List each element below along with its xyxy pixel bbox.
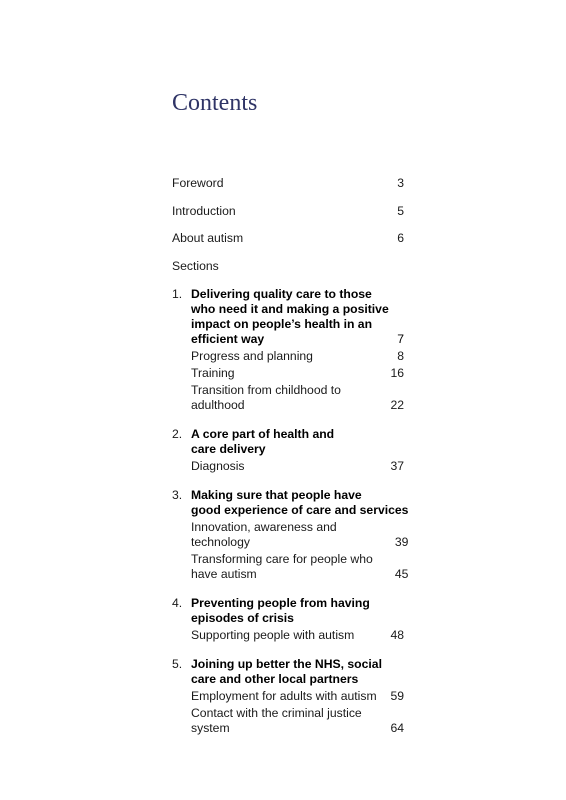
section-title-line: Delivering quality care to those xyxy=(191,286,372,301)
toc-subentry[interactable] xyxy=(191,349,404,364)
subentry-line: Transforming care for people who xyxy=(191,551,373,566)
toc-entry-page: 5 xyxy=(397,203,404,218)
section-title-line: who need it and making a positive xyxy=(191,301,389,316)
section-number: 2. xyxy=(172,426,183,441)
subentry-label: Progress and planning xyxy=(191,348,313,363)
section-number: 3. xyxy=(172,487,183,502)
subentry-page: 8 xyxy=(397,348,404,363)
section-title-line: Joining up better the NHS, social xyxy=(191,656,382,671)
subentry-label: Supporting people with autism xyxy=(191,627,355,642)
subentry-label: Employment for adults with autism xyxy=(191,688,377,703)
section-title[interactable] xyxy=(191,657,404,687)
toc-subentry[interactable] xyxy=(191,689,404,704)
subentry-line: Innovation, awareness and xyxy=(191,519,337,534)
section-title-line: impact on people’s health in an xyxy=(191,316,373,331)
section-number: 1. xyxy=(172,286,183,301)
toc-subentry[interactable] xyxy=(191,383,404,413)
section-title-line: Making sure that people have xyxy=(191,487,362,502)
toc-entry-page: 6 xyxy=(397,231,404,245)
toc-subentry[interactable] xyxy=(191,706,404,736)
sections-heading: Sections xyxy=(172,258,219,273)
toc-subentry[interactable] xyxy=(191,366,404,381)
subentry-page: 16 xyxy=(390,365,404,380)
subentry-label: Diagnosis xyxy=(191,458,245,473)
section-title-line: Preventing people from having xyxy=(191,595,370,610)
toc-subentry[interactable] xyxy=(191,459,404,474)
section-page: 7 xyxy=(397,331,404,346)
section-title-line: episodes of crisis xyxy=(191,610,294,625)
subentry-label xyxy=(191,383,384,413)
page-title: Contents xyxy=(172,90,258,116)
section-title[interactable] xyxy=(191,287,404,347)
section-title[interactable] xyxy=(191,596,404,626)
subentry-page: 48 xyxy=(390,627,404,642)
subentry-page: 37 xyxy=(390,458,404,473)
section-title-line: efficient way xyxy=(191,331,265,346)
subentry-line: Transition from childhood to xyxy=(191,382,341,397)
table-of-contents xyxy=(172,176,409,750)
subentry-page: 64 xyxy=(390,720,404,735)
subentry-page: 22 xyxy=(390,397,404,412)
section-number: 5. xyxy=(172,656,183,671)
toc-subentry[interactable] xyxy=(191,628,404,643)
section-title-line: A core part of health and xyxy=(191,426,335,441)
subentry-page: 45 xyxy=(394,566,409,581)
toc-section-3 xyxy=(172,487,409,584)
section-title-line: care delivery xyxy=(191,441,266,456)
toc-entry-label: Foreword xyxy=(172,176,224,190)
subentry-line: technology xyxy=(191,534,250,549)
section-title[interactable] xyxy=(191,427,404,457)
subentry-page: 39 xyxy=(394,534,409,549)
section-title-line: good experience of care and services xyxy=(191,502,409,517)
toc-section-4 xyxy=(172,596,404,645)
section-number: 4. xyxy=(172,595,183,610)
toc-entry-label: Introduction xyxy=(172,203,236,218)
section-title-line: care and other local partners xyxy=(191,671,359,686)
toc-entry-foreword[interactable] xyxy=(172,176,404,191)
toc-entry-introduction[interactable] xyxy=(172,204,404,219)
subentry-label xyxy=(191,706,384,736)
toc-subentry[interactable] xyxy=(191,520,408,550)
toc-section-1 xyxy=(172,287,404,415)
subentry-line: system xyxy=(191,720,230,735)
subentry-label xyxy=(191,520,389,550)
subentry-line: have autism xyxy=(191,566,257,581)
toc-section-5 xyxy=(172,657,404,738)
subentry-line: Contact with the criminal justice xyxy=(191,705,362,720)
section-title[interactable] xyxy=(191,488,408,518)
subentry-page: 59 xyxy=(390,688,404,703)
toc-section-2 xyxy=(172,427,404,476)
toc-subentry[interactable] xyxy=(191,552,408,582)
toc-entry-about-autism[interactable] xyxy=(172,231,404,246)
subentry-line: adulthood xyxy=(191,397,245,412)
toc-entry-label: About autism xyxy=(172,231,244,245)
subentry-label xyxy=(191,552,389,582)
subentry-label: Training xyxy=(191,365,235,380)
toc-entry-page: 3 xyxy=(397,176,404,190)
